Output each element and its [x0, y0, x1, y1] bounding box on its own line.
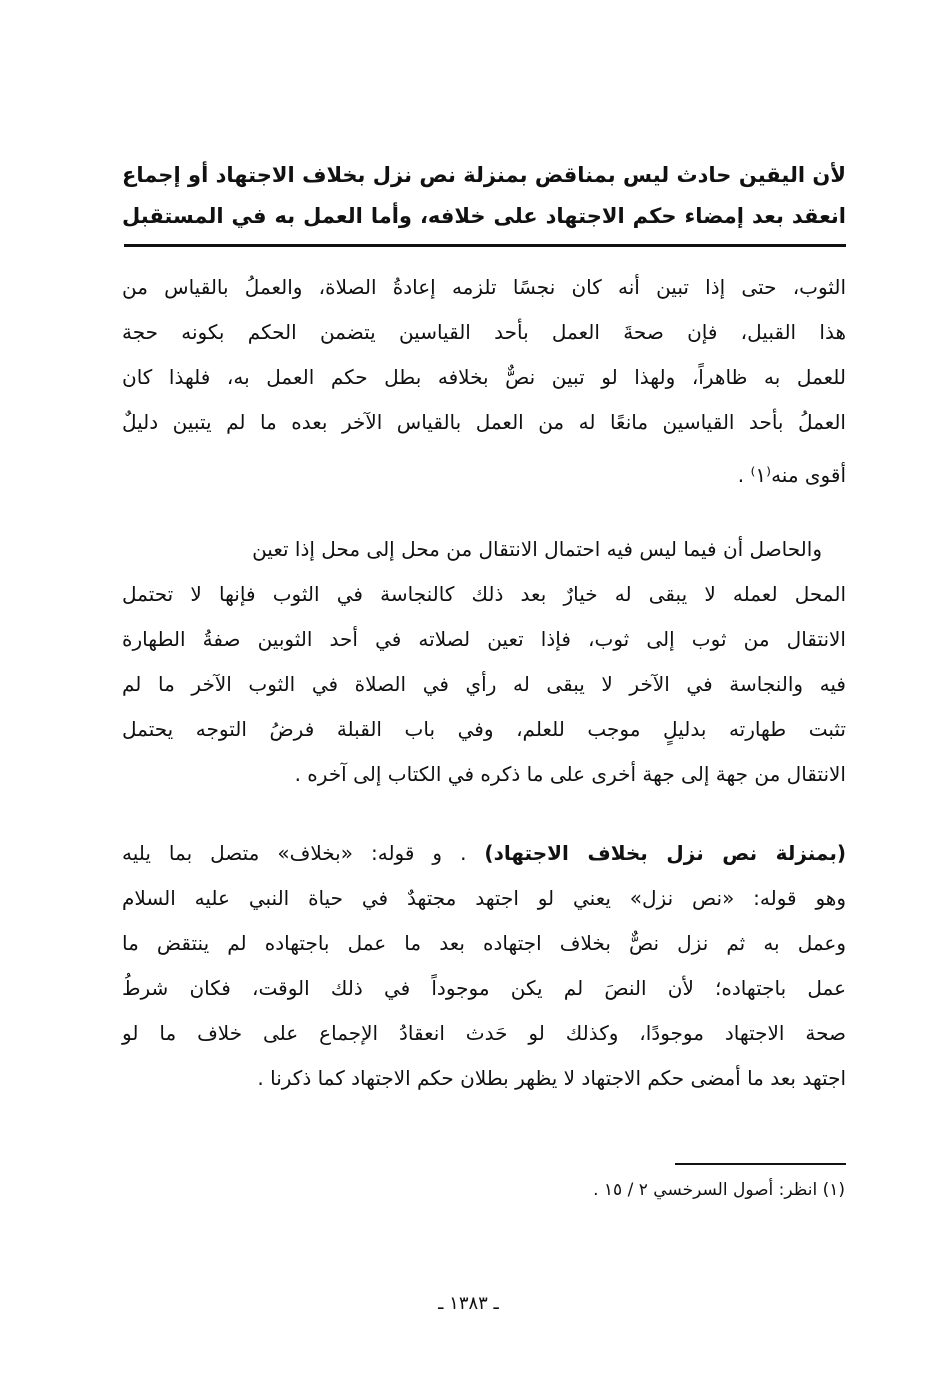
paragraph-line: وهو قوله: «نص نزل» يعني لو اجتهد مجتهدٌ في حياة النبي عليه السلام [122, 886, 846, 910]
quoted-heading: (بمنزلة نص نزل بخلاف الاجتهاد) [484, 841, 846, 865]
paragraph-line: والحاصل أن فيما ليس فيه احتمال الانتقال من محل إلى محل إذا تعين [252, 537, 822, 561]
paragraph-line: وعمل به ثم نزل نصٌّ بخلاف اجتهاده بعد ما عمل باجتهاده لم ينتقض ما [122, 931, 846, 955]
page-number: ـ ١٣٨٣ ـ [438, 1293, 499, 1314]
paragraph-line: الانتقال من ثوب إلى ثوب، فإذا تعين لصلاته في أحد الثوبين صفةُ الطهارة [122, 627, 846, 651]
paragraph-line: عمل باجتهاده؛ لأن النصَ لم يكن موجوداً في ذلك الوقت، فكان شرطُ [122, 976, 846, 1000]
header-text-line: انعقد بعد إمضاء حكم الاجتهاد على خلافه، وأما العمل به في المستقبل [122, 204, 846, 228]
paragraph-line: العملُ بأحد القياسين مانعًا له من العمل بالقياس الآخر بعده ما لم يتبين دليلٌ [122, 410, 846, 434]
paragraph-line: أقوى منه⁽١⁾ . [737, 463, 846, 487]
paragraph-line: تثبت طهارته بدليلٍ موجب للعلم، وفي باب القبلة فرضُ التوجه يحتمل [122, 717, 846, 741]
paragraph-line: الانتقال من جهة إلى جهة أخرى على ما ذكره في الكتاب إلى آخره . [294, 762, 846, 786]
paragraph-line: هذا القبيل، فإن صحةَ العمل بأحد القياسين يتضمن الحكم بكونه حجة [122, 320, 846, 344]
header-text-line: لأن اليقين حادث ليس بمناقض بمنزلة نص نزل بخلاف الاجتهاد أو إجماع [122, 163, 846, 187]
paragraph-line [122, 838, 846, 868]
header-divider [124, 244, 846, 247]
paragraph-line: الثوب، حتى إذا تبين أنه كان نجسًا تلزمه إعادةُ الصلاة، والعملُ بالقياس من [122, 275, 846, 299]
paragraph-line: للعمل به ظاهراً، ولهذا لو تبين نصٌّ بخلافه بطل حكم العمل به، فلهذا كان [122, 365, 846, 389]
footnote: (١) انظر: أصول السرخسي ٢ / ١٥ . [593, 1180, 845, 1200]
footnote-divider [675, 1163, 846, 1165]
paragraph-line: المحل لعمله لا يبقى له خيارٌ بعد ذلك كالنجاسة في الثوب فإنها لا تحتمل [122, 582, 846, 606]
paragraph-line: اجتهد بعد ما أمضى حكم الاجتهاد لا يظهر بطلان حكم الاجتهاد كما ذكرنا . [257, 1066, 846, 1090]
paragraph-text: . و قوله: «بخلاف» متصل بما يليه [122, 841, 485, 865]
paragraph-line: صحة الاجتهاد موجودًا، وكذلك لو حَدث انعقادُ الإجماع على خلاف ما لو [122, 1021, 846, 1045]
paragraph-line: فيه والنجاسة في الآخر لا يبقى له رأي في الصلاة في الثوب الآخر ما لم [122, 672, 846, 696]
